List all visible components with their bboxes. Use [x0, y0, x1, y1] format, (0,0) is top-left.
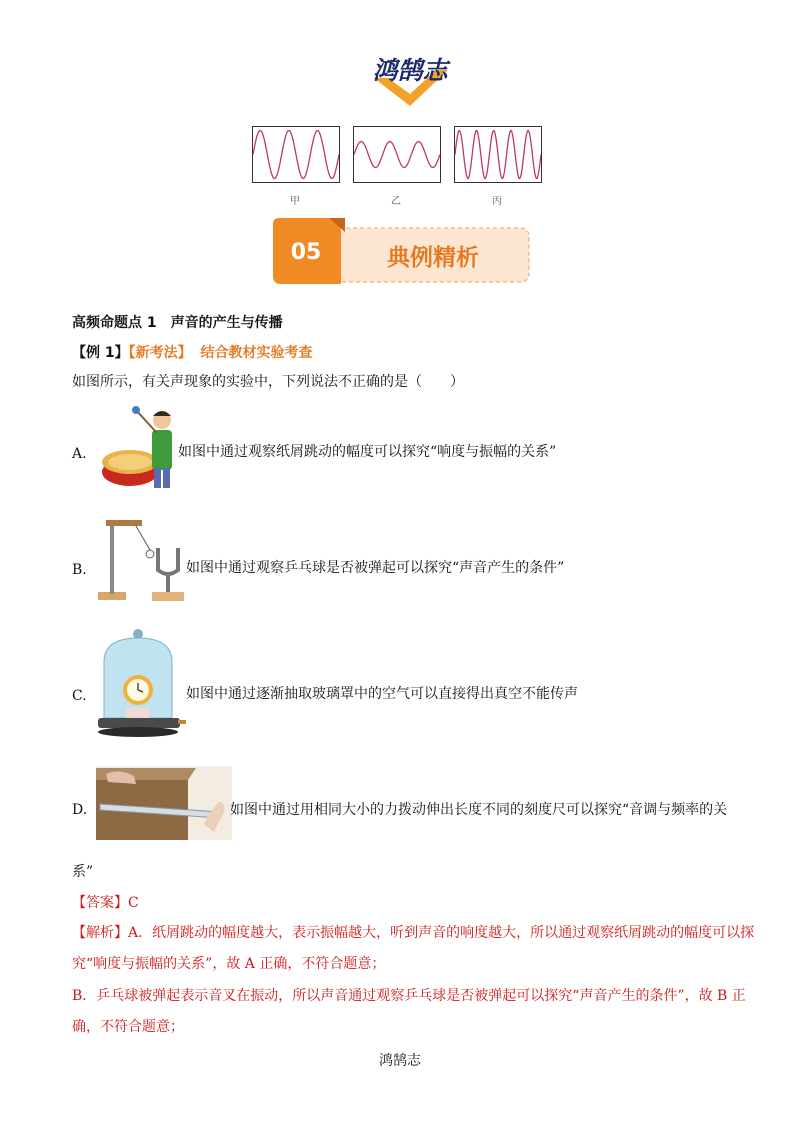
analysis-text-1: A．纸屑跳动的幅度越大，表示振幅越大，听到声音的响度越大，所以通过观察纸屑跳动的幅度可以探 [128, 925, 755, 941]
banner-number: 05 [290, 240, 322, 265]
option-b-text: 如图中通过观察乒乓球是否被弹起可以探究“声音产生的条件” [186, 560, 565, 576]
tuning-fork-image [96, 512, 188, 604]
section-title: 高频命题点 1 声音的产生与传播 [72, 315, 283, 331]
option-d-letter: D. [72, 802, 88, 818]
logo-text: 鸿鹄志 [372, 56, 448, 85]
waveform-yi [353, 126, 441, 183]
example-heading [72, 342, 313, 362]
waveform-label-bing: 丙 [492, 196, 502, 207]
page-footer: 鸿鹄志 [379, 1053, 421, 1069]
analysis-line-4: 确，不符合题意； [72, 1019, 184, 1035]
banner-title: 典例精析 [387, 245, 479, 271]
answer-value: C [128, 895, 139, 911]
example-label: 【例 1】 [72, 345, 129, 361]
analysis-line-1 [72, 923, 754, 943]
waveform-bing [454, 126, 542, 183]
option-a-letter: A. [72, 446, 87, 462]
example-tag: 【新考法】 [128, 345, 192, 361]
header-logo [352, 52, 468, 108]
question-text: 如图所示，有关声现象的实验中，下列说法不正确的是（ ） [72, 374, 464, 390]
answer-line [72, 893, 139, 913]
option-b-letter: B. [72, 562, 87, 578]
ruler-table-image [96, 766, 232, 840]
option-d-text-continued: 系” [72, 864, 94, 880]
analysis-line-2: 究“响度与振幅的关系”，故 A 正确，不符合题意； [72, 956, 386, 972]
waveform-label-jia: 甲 [290, 196, 300, 207]
option-c-letter: C. [72, 688, 87, 704]
analysis-label: 【解析】 [72, 925, 128, 941]
drum-boy-image [100, 402, 178, 490]
answer-label: 【答案】 [72, 895, 128, 911]
waveform-figure [250, 126, 550, 210]
analysis-line-3: B．乒乓球被弹起表示音叉在振动，所以声音通过观察乒乓球是否被弹起可以探究“声音产生的条件”，故 B 正 [72, 988, 746, 1004]
option-a-text: 如图中通过观察纸屑跳动的幅度可以探究“响度与振幅的关系” [178, 444, 557, 460]
option-c-text: 如图中通过逐渐抽取玻璃罩中的空气可以直接得出真空不能传声 [186, 686, 578, 702]
waveform-jia [252, 126, 340, 183]
example-subtitle: 结合教材实验考查 [200, 345, 313, 361]
waveform-label-yi: 乙 [391, 196, 401, 207]
bell-jar-image [98, 628, 186, 738]
option-d-text: 如图中通过用相同大小的力拨动伸出长度不同的刻度尺可以探究“音调与频率的关 [230, 802, 728, 818]
section-banner [273, 218, 531, 284]
